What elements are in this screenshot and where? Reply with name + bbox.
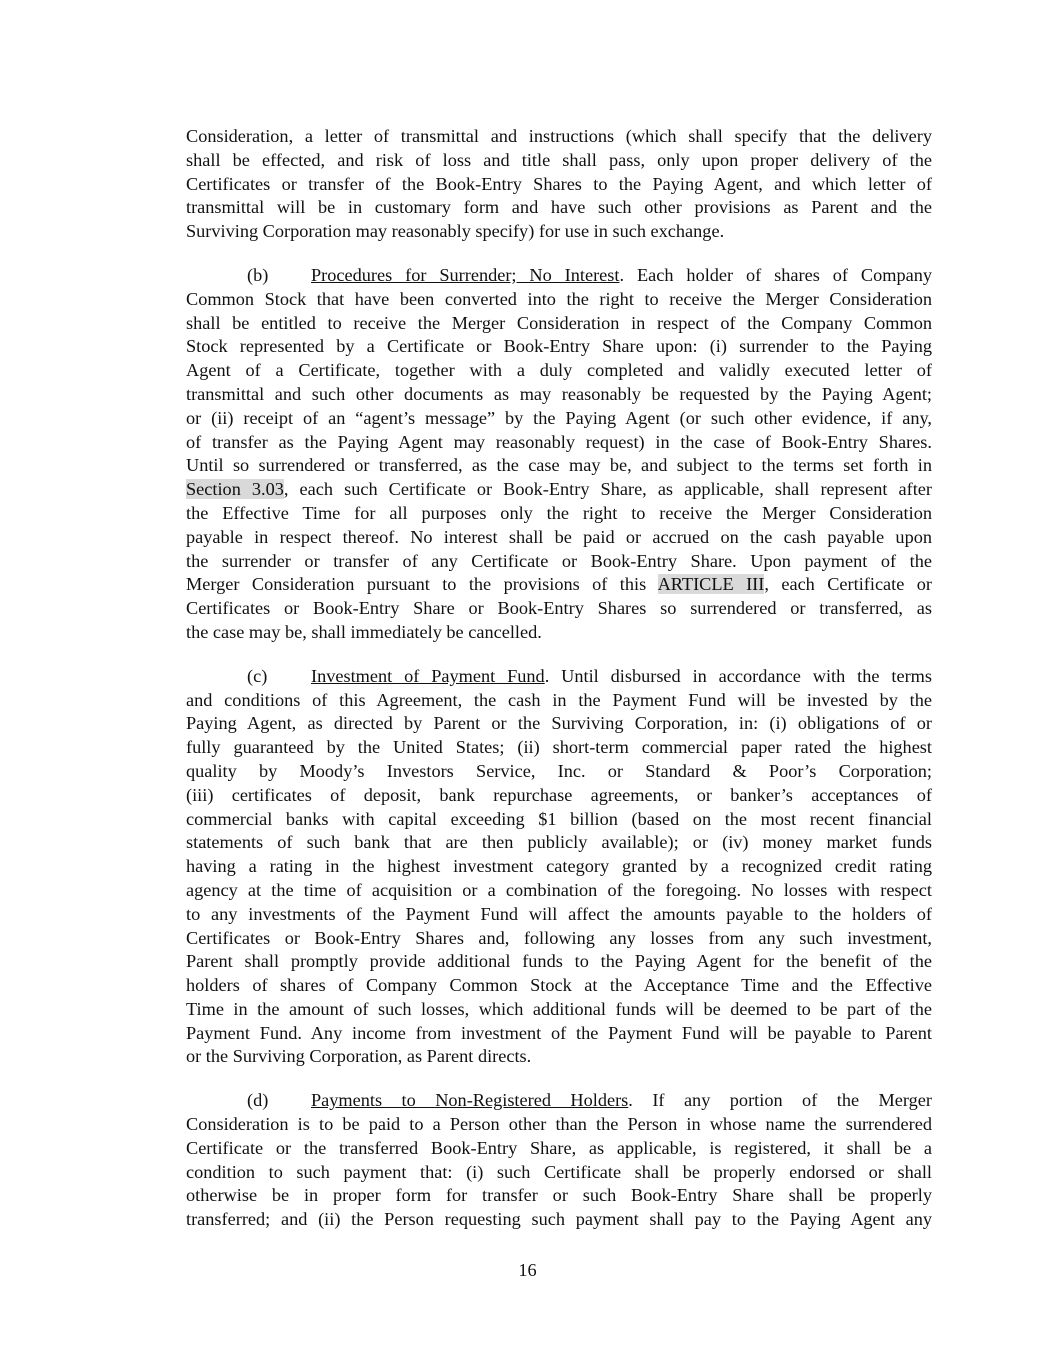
line-text: . Each holder of shares of Company [619, 264, 932, 285]
line-text: of transfer as the Paying Agent may reasonably request) in the case of Book-Entry Shares. [186, 431, 932, 452]
text-line [186, 288, 932, 312]
text-line [186, 760, 932, 784]
paragraph [186, 264, 932, 645]
paragraph-first-line [186, 264, 932, 288]
line-text: transmittal and such other documents as may reasonably be requested by the Paying Agent; [186, 383, 932, 404]
line-text: payable in respect thereof. No interest shall be paid or accrued on the cash payable upon [186, 526, 932, 547]
line-text: , each such Certificate or Book-Entry Share, as applicable, shall represent after [283, 479, 932, 500]
line-text: the surrender or transfer of any Certificate or Book-Entry Share. Upon payment of the [186, 550, 932, 571]
text-line [186, 383, 932, 407]
line-text: . Until disbursed in accordance with the terms [544, 665, 932, 686]
text-line [186, 927, 932, 951]
line-text: shall be effected, and risk of loss and title shall pass, only upon proper delivery of the [186, 149, 932, 170]
paragraph [186, 1089, 932, 1232]
text-line [186, 1137, 932, 1161]
line-text: Merger Consideration pursuant to the provisions of this [186, 574, 658, 595]
paragraph [186, 125, 932, 244]
line-text: Certificates or Book-Entry Shares and, following any losses from any such investment, [186, 927, 932, 948]
line-text: Surviving Corporation may reasonably specify) for use in such exchange. [186, 221, 725, 242]
line-text: the case may be, shall immediately be cancelled. [186, 621, 542, 642]
line-text: Paying Agent, as directed by Parent or the Surviving Corporation, in: (i) obligations of or [186, 713, 932, 734]
cross-reference-link[interactable]: ARTICLE III [657, 574, 765, 595]
line-text: Certificate or the transferred Book-Entry Share, as applicable, is registered, it shall be a [186, 1137, 932, 1158]
line-text: statements of such bank that are then publicly available); or (iv) money market funds [186, 832, 932, 853]
line-text: commercial banks with capital exceeding $1 billion (based on the most recent financial [186, 808, 932, 829]
text-line [186, 502, 932, 526]
line-text: Certificates or Book-Entry Share or Book-Entry Shares so surrendered or transferred, as [186, 598, 932, 619]
text-line [186, 808, 932, 832]
line-text: or the Surviving Corporation, as Parent directs. [186, 1046, 532, 1067]
text-line [186, 1113, 932, 1137]
line-text: Agent of a Certificate, together with a duly completed and validly executed letter of [186, 360, 932, 381]
line-text: condition to such payment that: (i) such Certificate shall be properly endorsed or shall [186, 1161, 932, 1182]
paragraph-first-line [186, 665, 932, 689]
section-label: (c) [247, 665, 268, 686]
line-text: Consideration, a letter of transmittal and instructions (which shall specify that the delivery [186, 126, 932, 146]
line-text: Parent shall promptly provide additional funds to the Paying Agent for the benefit of the [186, 951, 932, 972]
line-text: (iii) certificates of deposit, bank repurchase agreements, or banker’s acceptances of [186, 784, 932, 805]
line-text: Until so surrendered or transferred, as the case may be, and subject to the terms set forth in [186, 455, 932, 476]
text-line [186, 478, 932, 502]
text-line [186, 407, 932, 431]
line-text: Payment Fund. Any income from investment of the Payment Fund will be payable to Parent [186, 1022, 932, 1043]
line-text: agency at the time of acquisition or a combination of the foregoing. No losses with respect [186, 879, 932, 900]
text-line [186, 736, 932, 760]
line-text: or (ii) receipt of an “agent’s message” by the Paying Agent (or such other evidence, if any, [186, 407, 932, 428]
line-text: shall be entitled to receive the Merger Consideration in respect of the Company Common [186, 312, 932, 333]
text-line [186, 125, 932, 149]
line-text: fully guaranteed by the United States; (ii) short-term commercial paper rated the highest [186, 737, 932, 758]
section-heading: Payments to Non-Registered Holders [311, 1090, 629, 1111]
text-line [186, 855, 932, 879]
text-line [186, 831, 932, 855]
text-line [186, 1022, 932, 1046]
text-line [186, 1045, 932, 1069]
text-line [186, 149, 932, 173]
line-text: transmittal will be in customary form and have such other provisions as Parent and the [186, 197, 932, 218]
text-line [186, 335, 932, 359]
line-text: Common Stock that have been converted into the right to receive the Merger Consideration [186, 288, 932, 309]
paragraph-first-line [186, 1089, 932, 1113]
line-text: holders of shares of Company Common Stock at the Acceptance Time and the Effective [186, 975, 932, 996]
line-text: the Effective Time for all purposes only the right to receive the Merger Consideration [186, 502, 932, 523]
line-text: Stock represented by a Certificate or Book-Entry Share upon: (i) surrender to the Paying [186, 336, 932, 357]
text-line [186, 879, 932, 903]
line-text: and conditions of this Agreement, the cash in the Payment Fund will be invested by the [186, 689, 932, 710]
line-text: to any investments of the Payment Fund will affect the amounts payable to the holders of [186, 903, 932, 924]
line-text: otherwise be in proper form for transfer or such Book-Entry Share shall be properly [186, 1185, 932, 1206]
text-line [186, 1184, 932, 1208]
line-text: , each Certificate or [764, 574, 932, 595]
text-line [186, 689, 932, 713]
line-text: transferred; and (ii) the Person requesting such payment shall pay to the Paying Agent any [186, 1209, 932, 1230]
text-line [186, 550, 932, 574]
section-heading: Procedures for Surrender; No Interest [311, 264, 620, 285]
text-line [186, 1161, 932, 1185]
text-line [186, 998, 932, 1022]
text-line [186, 220, 932, 244]
section-label: (d) [247, 1090, 269, 1111]
text-line [186, 359, 932, 383]
section-heading: Investment of Payment Fund [311, 665, 545, 686]
line-text: quality by Moody’s Investors Service, Inc. or Standard & Poor’s Corporation; [186, 760, 932, 781]
line-text: Time in the amount of such losses, which additional funds will be deemed to be part of the [186, 998, 932, 1019]
cross-reference-link[interactable]: Section 3.03 [186, 479, 284, 500]
page-number: 16 [518, 1260, 537, 1280]
line-text: having a rating in the highest investment category granted by a recognized credit rating [186, 856, 932, 877]
document-body [186, 125, 932, 1252]
text-line [186, 621, 932, 645]
text-line [186, 573, 932, 597]
text-line [186, 526, 932, 550]
section-label: (b) [247, 264, 269, 285]
text-line [186, 597, 932, 621]
text-line [186, 950, 932, 974]
text-line [186, 974, 932, 998]
text-line [186, 712, 932, 736]
text-line [186, 784, 932, 808]
text-line [186, 431, 932, 455]
text-line [186, 173, 932, 197]
text-line [186, 903, 932, 927]
text-line [186, 312, 932, 336]
line-text: Consideration is to be paid to a Person other than the Person in whose name the surrendered [186, 1114, 932, 1135]
line-text: . If any portion of the Merger [628, 1090, 932, 1111]
paragraph [186, 665, 932, 1070]
text-line [186, 1208, 932, 1232]
text-line [186, 196, 932, 220]
text-line [186, 454, 932, 478]
line-text: Certificates or transfer of the Book-Entry Shares to the Paying Agent, and which letter of [186, 173, 932, 194]
